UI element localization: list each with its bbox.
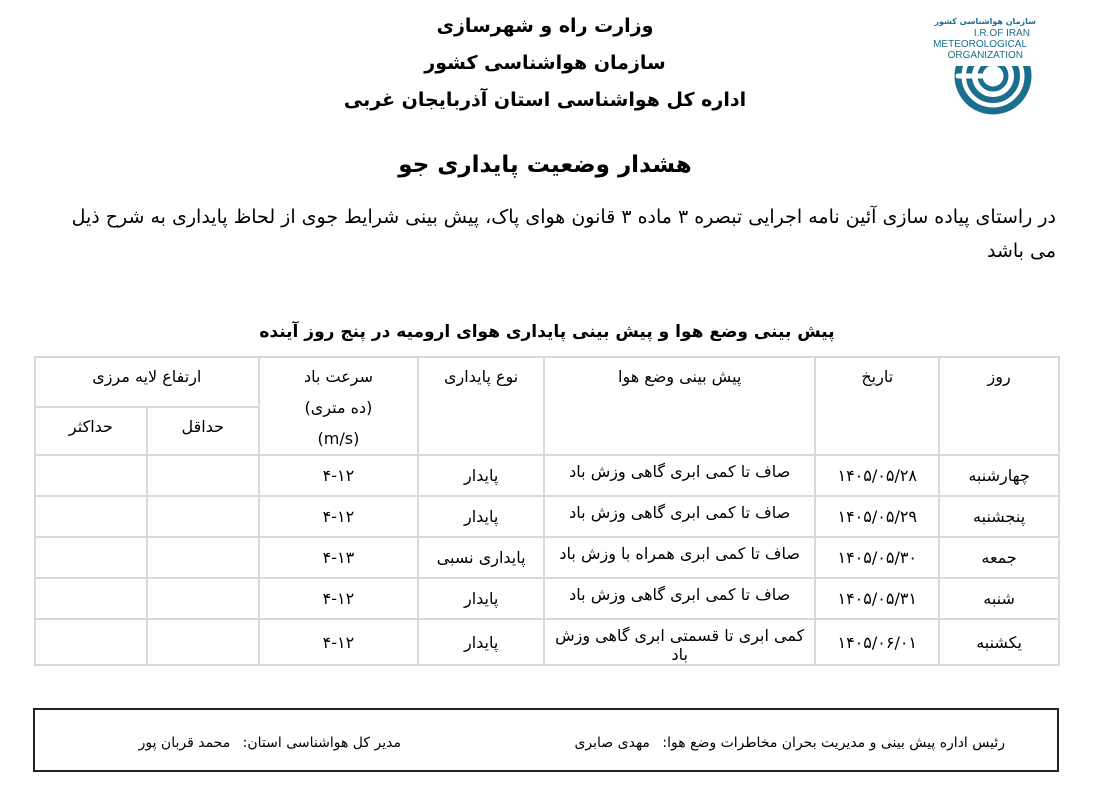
cell-max: [35, 455, 147, 496]
cell-min: [147, 455, 259, 496]
ministry-name: وزارت راه و شهرسازی: [436, 15, 654, 37]
header-wind-line2: (ده متری): [304, 398, 373, 417]
document-title: هشدار وضعیت پایداری جو: [398, 152, 692, 178]
cell-max: [35, 496, 147, 537]
forecast-head-title: رئیس اداره پیش بینی و مدیریت بحران مخاطرات وضع هوا:: [662, 735, 1005, 751]
cell-forecast: صاف تا کمی ابری گاهی وزش باد: [544, 455, 815, 496]
department-name: اداره کل هواشناسی استان آذربایجان غربی: [343, 89, 747, 111]
logo-fa-name: سازمان هواشناسی کشور: [934, 17, 1036, 26]
cell-day: چهارشنبه: [939, 455, 1059, 496]
header-wind-line1: سرعت باد: [303, 367, 373, 386]
cell-stability: پایدار: [418, 496, 544, 537]
cell-date: ۱۴۰۵/۰۵/۳۰: [815, 537, 939, 578]
header-max: حداکثر: [35, 407, 147, 455]
table-row: [35, 455, 1059, 496]
cell-date: ۱۴۰۵/۰۵/۲۹: [815, 496, 939, 537]
cell-max: [35, 578, 147, 619]
signature-box: [33, 708, 1059, 772]
table-row: [35, 578, 1059, 619]
header-day: روز: [939, 357, 1059, 455]
cell-day: یکشنبه: [939, 619, 1059, 665]
table-row: [35, 537, 1059, 578]
cell-min: [147, 578, 259, 619]
cell-forecast: کمی ابری تا قسمتی ابری گاهی وزش باد: [544, 619, 815, 665]
director-signature: [139, 735, 401, 751]
organization-name: سازمان هواشناسی کشور: [424, 52, 666, 74]
cell-day: پنجشنبه: [939, 496, 1059, 537]
header-forecast: پیش بینی وضع هوا: [544, 357, 815, 455]
table-title: پیش بینی وضع هوا و پیش بینی پایداری هوای ارومیه در پنج روز آینده: [259, 322, 835, 342]
table-row: [35, 619, 1059, 665]
header-min: حداقل: [147, 407, 259, 455]
header-date: تاریخ: [815, 357, 939, 455]
cell-stability: پایدار: [418, 455, 544, 496]
header-wind-speed: [259, 357, 419, 455]
director-title: مدیر کل هواشناسی استان:: [242, 735, 401, 751]
cell-max: [35, 537, 147, 578]
cell-forecast: صاف تا کمی ابری همراه با وزش باد: [544, 537, 815, 578]
cell-stability: پایدار: [418, 578, 544, 619]
cell-day: جمعه: [939, 537, 1059, 578]
cell-date: ۱۴۰۵/۰۵/۳۱: [815, 578, 939, 619]
cell-stability: پایداری نسبی: [418, 537, 544, 578]
cell-wind: ۴-۱۲: [259, 455, 419, 496]
logo-line2: METEOROLOGICAL: [933, 39, 1027, 50]
cell-wind: ۴-۱۲: [259, 619, 419, 665]
cell-wind: ۴-۱۳: [259, 537, 419, 578]
header-boundary-layer: ارتفاع لایه مرزی: [35, 357, 259, 407]
cell-wind: ۴-۱۲: [259, 578, 419, 619]
cell-forecast: صاف تا کمی ابری گاهی وزش باد: [544, 578, 815, 619]
cell-min: [147, 537, 259, 578]
director-name: محمد قربان پور: [138, 735, 231, 751]
table-row: [35, 496, 1059, 537]
logo-line3: ORGANIZATION: [947, 50, 1023, 61]
cell-max: [35, 619, 147, 665]
cell-wind: ۴-۱۲: [259, 496, 419, 537]
cell-min: [147, 496, 259, 537]
cell-stability: پایدار: [418, 619, 544, 665]
meteorological-organization-logo: [890, 10, 1040, 122]
forecast-table: [34, 356, 1060, 666]
cell-day: شنبه: [939, 578, 1059, 619]
logo-line1: I.R.OF IRAN: [973, 28, 1030, 39]
logo-graphic: [890, 10, 1040, 122]
forecast-head-signature: [574, 735, 1005, 751]
forecast-head-name: مهدی صابری: [574, 735, 650, 751]
intro-paragraph: در راستای پیاده سازی آئین نامه اجرایی تبصره ۳ ماده ۳ قانون هوای پاک، پیش بینی شرایط جوی از لحاظ پایداری به شرح ذیل می باشد: [71, 206, 1056, 262]
header-stability: نوع پایداری: [418, 357, 544, 455]
header-wind-line3: (m/s): [317, 429, 360, 448]
cell-min: [147, 619, 259, 665]
cell-date: ۱۴۰۵/۰۶/۰۱: [815, 619, 939, 665]
cell-date: ۱۴۰۵/۰۵/۲۸: [815, 455, 939, 496]
cell-forecast: صاف تا کمی ابری گاهی وزش باد: [544, 496, 815, 537]
